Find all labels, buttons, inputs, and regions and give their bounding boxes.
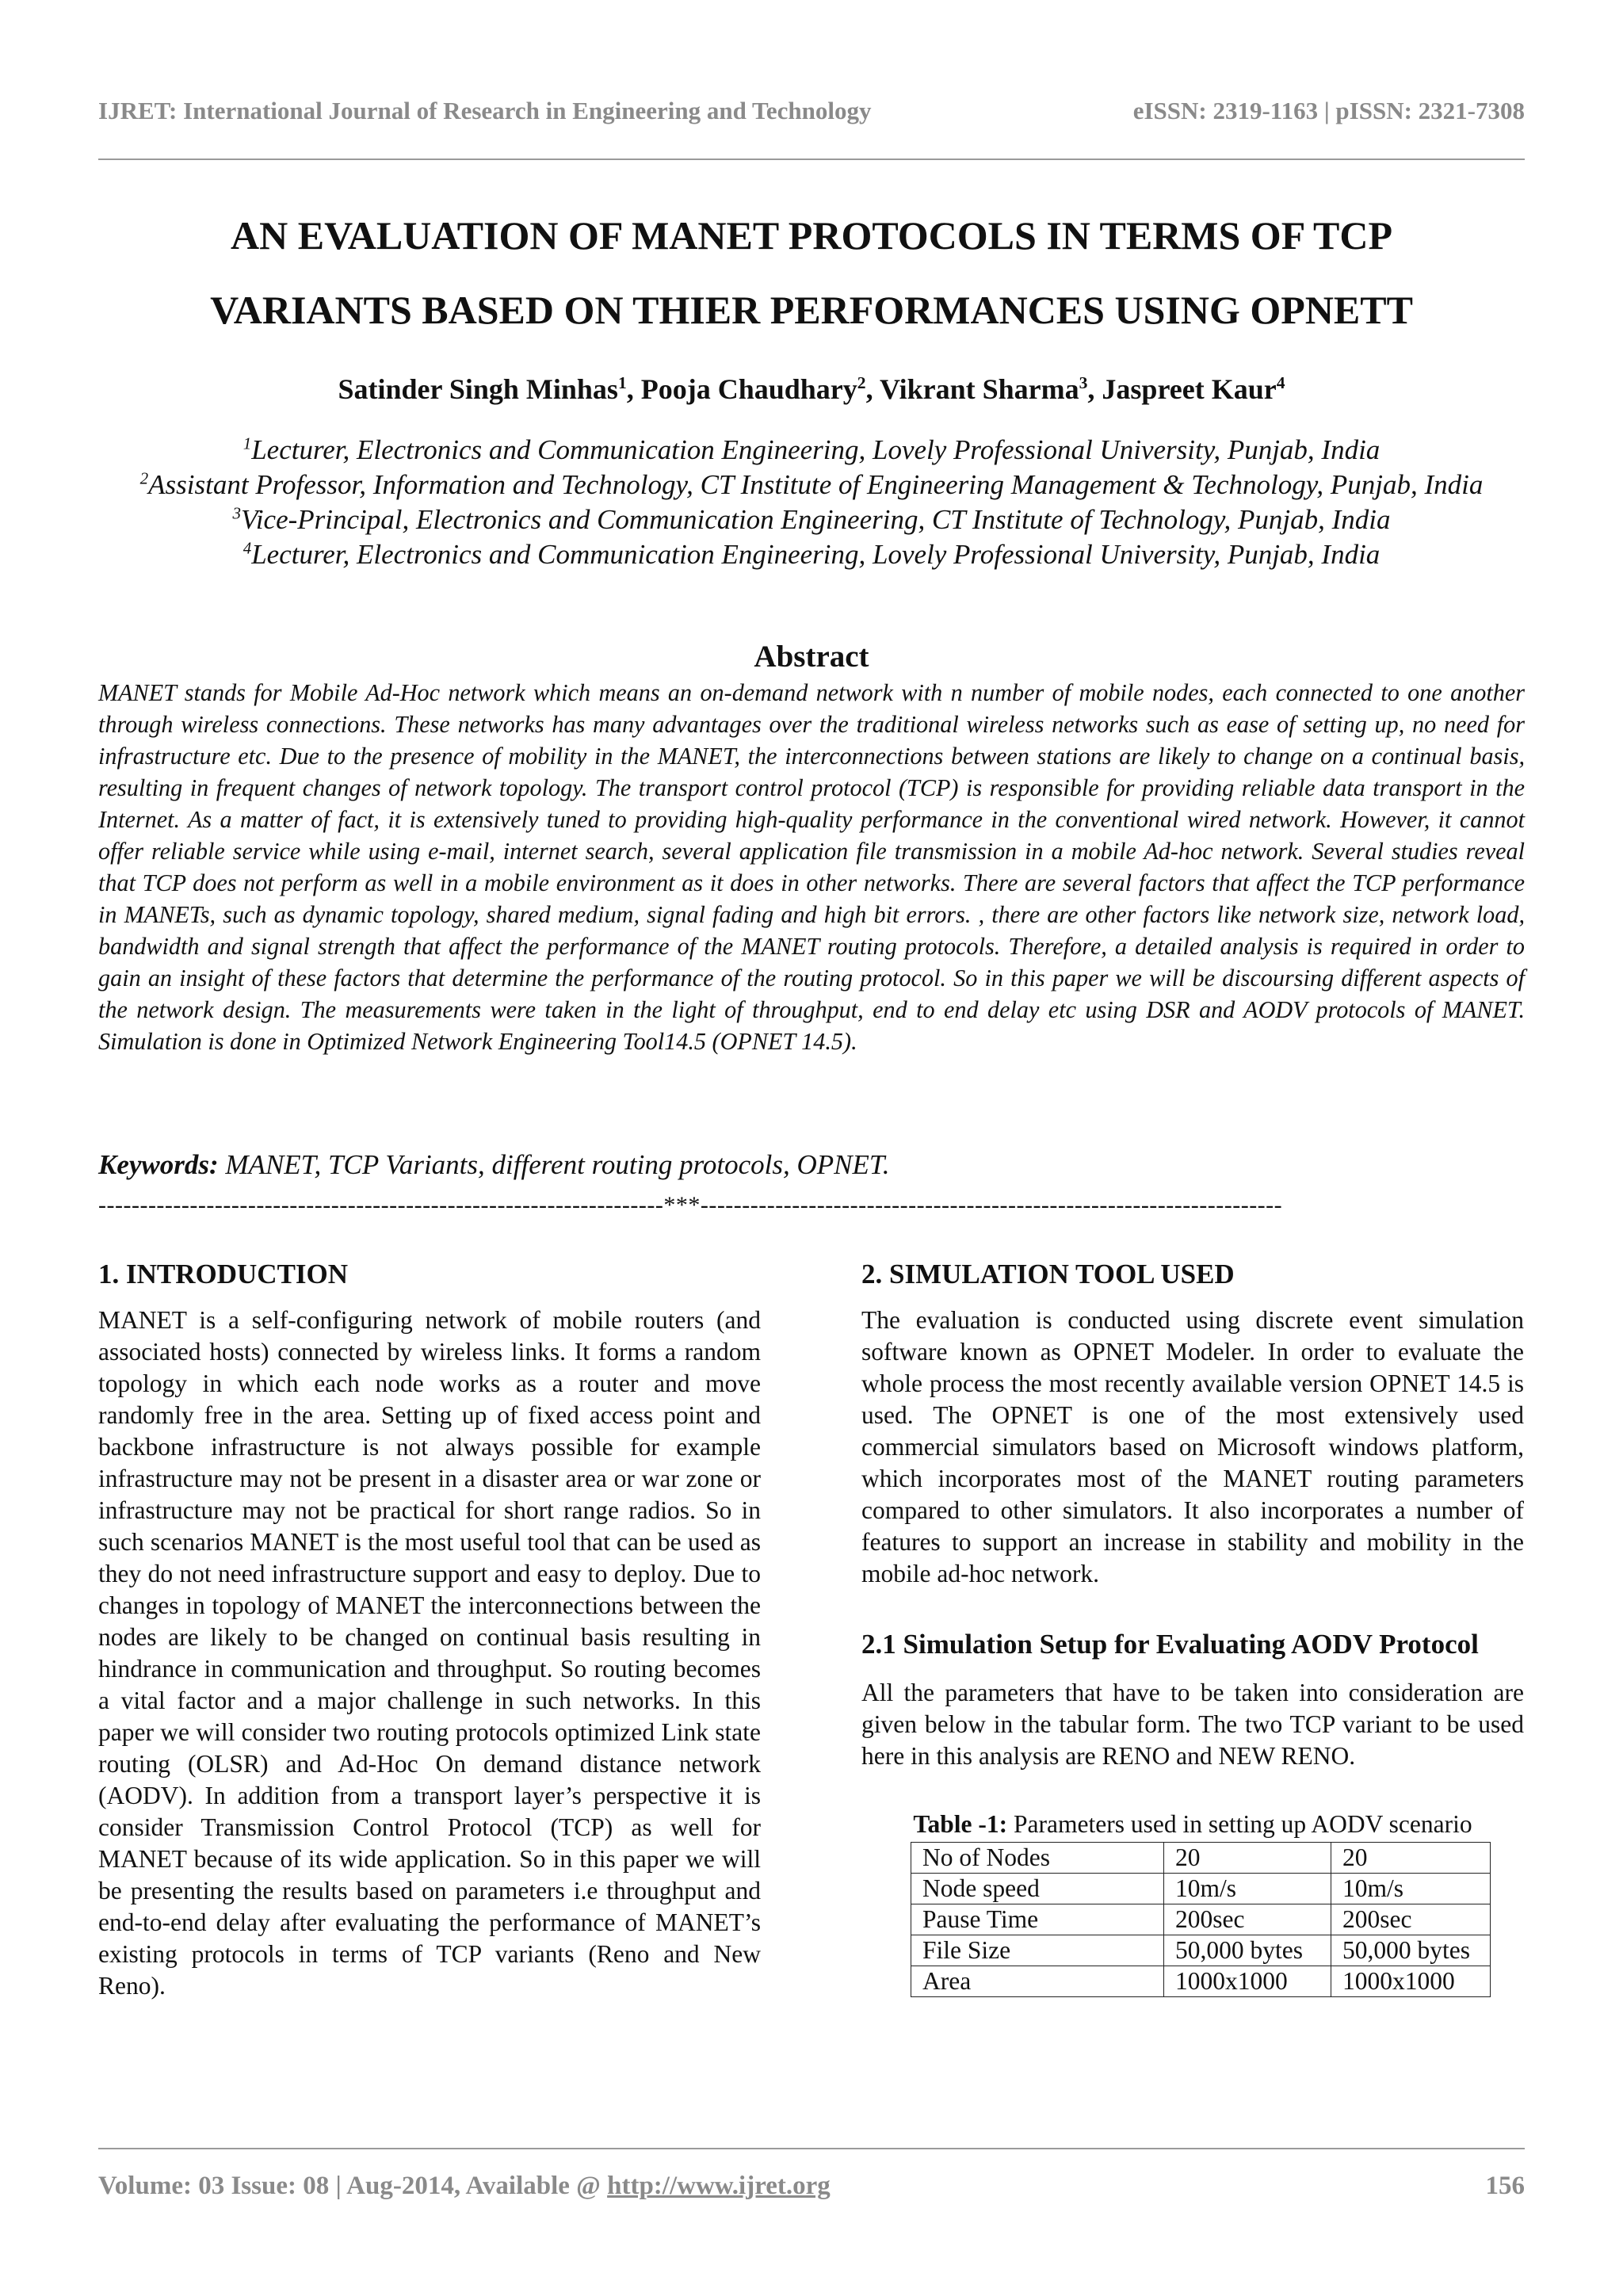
author-name: Jaspreet Kaur [1102, 373, 1277, 405]
header-rule [98, 159, 1525, 160]
affiliation [98, 433, 1525, 468]
table-cell: 1000x1000 [1331, 1966, 1491, 1997]
affiliation-text: Lecturer, Electronics and Communication Engineering, Lovely Professional University, Punjab, India [251, 539, 1381, 570]
table-cell: 10m/s [1164, 1874, 1331, 1904]
abstract-body: MANET stands for Mobile Ad-Hoc network which means an on-demand network with n number of mobile nodes, each connected to one another through wireless connections. These networks has many advantages over the traditional wireless networks such as ease of setting up, no need for infrastructure etc. Due to the presence of mobility in the MANET, the interconnections between stations are likely to change on a continual basis, resulting in frequent changes of network topology. The transport control protocol (TCP) is responsible for providing reliable data transport in the Internet. As a matter of fact, it is extensively tuned to providing high-quality performance in the conventional wired network. However, it cannot offer reliable service while using e-mail, internet search, several application file transmission in a mobile Ad-hoc network. Several studies reveal that TCP does not perform as well in a mobile environment as it does in other networks. There are several factors that affect the TCP performance in MANETs, such as dynamic topology, shared medium, signal fading and high bit errors. , there are other factors like network size, network load, bandwidth and signal strength that affect the performance of the MANET routing protocols. Therefore, a detailed analysis is required in order to gain an insight of these factors that determine the performance of the routing protocol. So in this paper we will be discoursing different aspects of the network design. The measurements were taken in the light of throughput, end to end delay etc using DSR and AODV protocols of MANET. Simulation is done in Optimized Network Engineering Tool14.5 (OPNET 14.5). [98, 679, 1525, 1055]
left-column [98, 1259, 761, 2002]
table-cell: 10m/s [1331, 1874, 1491, 1904]
table-cell: Node speed [911, 1874, 1164, 1904]
table-cell: 200sec [1331, 1904, 1491, 1935]
journal-name: IJRET: International Journal of Research in Engineering and Technology [98, 97, 872, 124]
affiliation [98, 468, 1525, 502]
author-separator: , [626, 373, 641, 405]
title-line-1: AN EVALUATION OF MANET PROTOCOLS IN TERMS OF TCP [231, 213, 1392, 258]
keywords [98, 1149, 1525, 1181]
affiliation [98, 537, 1525, 572]
affiliation-text: Vice-Principal, Electronics and Communication Engineering, CT Institute of Technology, Punjab, India [241, 504, 1391, 535]
footer-rule [98, 2148, 1525, 2149]
author-affil-mark: 4 [1276, 373, 1285, 392]
table-row [911, 1935, 1491, 1966]
table-row [911, 1966, 1491, 1997]
section-heading-introduction: 1. INTRODUCTION [98, 1259, 349, 1289]
table-cell: 20 [1331, 1843, 1491, 1874]
table-cell: Area [911, 1966, 1164, 1997]
author-affil-mark: 3 [1079, 373, 1088, 392]
table-cell: File Size [911, 1935, 1164, 1966]
table-row [911, 1904, 1491, 1935]
table-cell: 200sec [1164, 1904, 1331, 1935]
table-row [911, 1843, 1491, 1874]
table-caption [861, 1810, 1524, 1839]
table-cell: No of Nodes [911, 1843, 1164, 1874]
introduction-paragraph: MANET is a self-configuring network of mobile routers (and associated hosts) connected by wireless links. It forms a random topology in which each node works as a router and move randomly free in the area. Setting up of fixed access point and backbone infrastructure is not always possible for example infrastructure may not be present in a disaster area or war zone or infrastructure may not be practical for short range radios. So in such scenarios MANET is the most useful tool that can be used as they do not need infrastructure support and easy to deploy. Due to changes in topology of MANET the interconnections between the nodes are likely to be changed on continual basis resulting in hindrance in communication and throughput. So routing becomes a vital factor and a major challenge in such networks. In this paper we will consider two routing protocols optimized Link state routing (OLSR) and Ad-Hoc On demand distance network (AODV). In addition from a transport layer’s perspective it is consider Transmission Control Protocol (TCP) as well for MANET because of its wide application. So in this paper we will be presenting the results based on parameters i.e throughput and end-to-end delay after evaluating the performance of MANET’s existing protocols in terms of TCP variants (Reno and New Reno). [98, 1306, 761, 2000]
parameters-table [911, 1842, 1491, 1997]
table-cell: Pause Time [911, 1904, 1164, 1935]
section-separator: --------------------------------------------------------------------***---------------------------------------------------------------------- [98, 1192, 1283, 1218]
table-cell: 50,000 bytes [1164, 1935, 1331, 1966]
volume-info [98, 2172, 831, 2201]
author-separator: , [1087, 373, 1102, 405]
author-name: Pooja Chaudhary [640, 373, 857, 405]
simulation-tool-paragraph: The evaluation is conducted using discrete event simulation software known as OPNET Modeler. In order to evaluate the whole process the most recently available version OPNET 14.5 is used. The OPNET is one of the most extensively used commercial simulators based on Microsoft windows platform, which incorporates most of the MANET routing parameters compared to other simulators. It also incorporates a number of features to support an increase in stability and mobility in the mobile ad-hoc network. [861, 1306, 1524, 1587]
issn-numbers: eISSN: 2319-1163 | pISSN: 2321-7308 [1132, 97, 1525, 124]
page-number: 156 [1485, 2172, 1525, 2200]
affiliation-text: Lecturer, Electronics and Communication Engineering, Lovely Professional University, Punjab, India [251, 434, 1381, 465]
table-cell: 20 [1164, 1843, 1331, 1874]
subsection-heading-simulation-setup: 2.1 Simulation Setup for Evaluating AODV Protocol [861, 1629, 1479, 1660]
journal-url-link[interactable]: http://www.ijret.org [607, 2172, 831, 2200]
title-line-2: VARIANTS BASED ON THIER PERFORMANCES USING OPNETT [210, 288, 1413, 332]
keywords-text: MANET, TCP Variants, different routing protocols, OPNET. [218, 1149, 890, 1180]
author-affil-mark: 2 [857, 373, 866, 392]
table-row [911, 1874, 1491, 1904]
author-name: Satinder Singh Minhas [338, 373, 618, 405]
author-separator: , [865, 373, 880, 405]
table-cell: 1000x1000 [1164, 1966, 1331, 1997]
section-heading-simulation-tool: 2. SIMULATION TOOL USED [861, 1259, 1235, 1289]
table-caption-text: Parameters used in setting up AODV scenario [1007, 1810, 1472, 1838]
affiliation-text: Assistant Professor, Information and Technology, CT Institute of Engineering Management & Technology, Punjab, India [148, 469, 1484, 500]
author-name: Vikrant Sharma [879, 373, 1079, 405]
affiliation-mark: 2 [139, 468, 149, 488]
paper-title [98, 198, 1525, 347]
keywords-label: Keywords: [98, 1149, 219, 1180]
abstract-heading: Abstract [754, 640, 869, 674]
right-column [861, 1259, 1524, 1997]
affiliation [98, 502, 1525, 537]
author-affil-mark: 1 [617, 373, 627, 392]
affiliation-list [98, 433, 1525, 572]
affiliation-mark: 3 [232, 503, 242, 523]
affiliation-mark: 1 [242, 434, 252, 453]
author-list [98, 372, 1525, 406]
simulation-setup-paragraph: All the parameters that have to be taken into consideration are given below in the tabular form. The two TCP variant to be used here in this analysis are RENO and NEW RENO. [861, 1679, 1524, 1770]
affiliation-mark: 4 [242, 538, 252, 558]
table-cell: 50,000 bytes [1331, 1935, 1491, 1966]
table-caption-label: Table -1: [913, 1810, 1008, 1838]
volume-text: Volume: 03 Issue: 08 | Aug-2014, Available @ [98, 2172, 608, 2200]
